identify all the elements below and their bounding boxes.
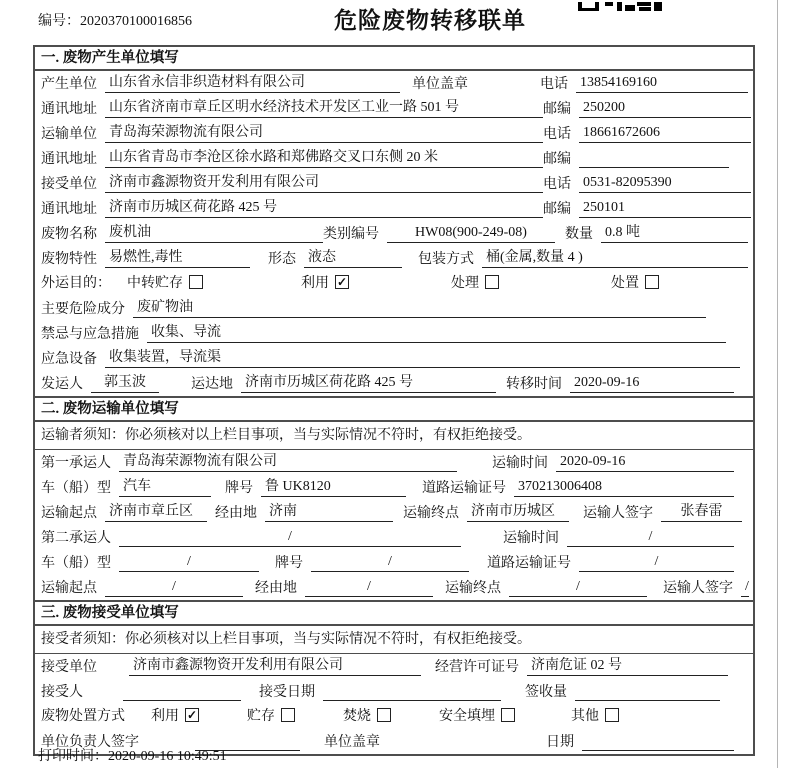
- responsible-signature-label: 单位负责人签字: [41, 735, 139, 750]
- receive-date-value: [323, 682, 501, 701]
- quantity-value: 0.8 吨: [601, 223, 748, 243]
- route-start-label: 运输起点: [41, 506, 97, 521]
- destination-label: 运达地: [191, 377, 233, 392]
- row-route-1: [35, 500, 753, 525]
- option-label: 中转贮存: [127, 276, 183, 291]
- transfer-date-label: 转移时间: [506, 377, 562, 392]
- plate-number-label: 牌号: [275, 556, 303, 571]
- phone-value: 0531-82095390: [579, 173, 751, 193]
- receiver-person-value: [123, 682, 241, 701]
- category-code-label: 类别编号: [323, 227, 379, 242]
- address-value: 济南市历城区荷花路 425 号: [105, 198, 543, 218]
- form-state-value: 液态: [304, 248, 402, 268]
- checkbox-icon: [189, 275, 203, 289]
- route-via-label: 经由地: [215, 506, 257, 521]
- option-label: 处理: [451, 276, 479, 291]
- checkbox-icon: [377, 708, 391, 722]
- row-receiver-address: [35, 196, 753, 221]
- page-title: 危险废物转移联单: [334, 8, 526, 33]
- route-end-value: /: [509, 577, 647, 597]
- transfer-purpose-label: 外运目的：: [41, 276, 111, 291]
- transport-date-label: 运输时间: [492, 456, 548, 471]
- option-label: 贮存: [247, 709, 275, 724]
- route-end-label: 运输终点: [445, 581, 501, 596]
- qr-code-icon: [578, 0, 662, 16]
- phone-label: 电话: [543, 127, 571, 142]
- carrier-signature-label: 运输人签字: [583, 506, 653, 521]
- row-vehicle-1: [35, 475, 753, 500]
- receiver-label: 接受单位: [41, 177, 97, 192]
- address-value: 山东省济南市章丘区明水经济技术开发区工业一路 501 号: [105, 98, 543, 118]
- row-hazard-components: [35, 296, 753, 321]
- destination-value: 济南市历城区荷花路 425 号: [241, 373, 496, 393]
- hazard-components-value: 废矿物油: [133, 298, 706, 318]
- checkbox-icon: [645, 275, 659, 289]
- vehicle-type-value: 汽车: [119, 477, 211, 497]
- vehicle-type-label: 车（船）型: [41, 481, 111, 496]
- route-start-label: 运输起点: [41, 581, 97, 596]
- row-transfer-purpose: [35, 271, 753, 296]
- checkbox-checked-icon: ✓: [186, 708, 198, 722]
- print-time-label: 打印时间：: [38, 749, 108, 764]
- receiving-unit-value: 济南市鑫源物资开发利用有限公司: [129, 656, 421, 676]
- option-label: 安全填埋: [439, 709, 495, 724]
- row-consignor: [35, 371, 753, 396]
- emergency-equipment-value: 收集装置，导流渠: [105, 348, 740, 368]
- carrier-signature-value: 张春雷: [661, 502, 742, 522]
- road-permit-label: 道路运输证号: [487, 556, 571, 571]
- zip-label: 邮编: [543, 152, 571, 167]
- section3-header: 三. 废物接受单位填写: [35, 600, 753, 626]
- disposal-option-landfill: [439, 705, 515, 725]
- date-label: 日期: [546, 735, 574, 750]
- category-code-value: HW08(900-249-08): [387, 223, 555, 243]
- license-number-label: 经营许可证号: [435, 660, 519, 675]
- row-emergency-measures: [35, 321, 753, 346]
- unit-seal-label: 单位盖章: [324, 735, 380, 750]
- row-transporter-address: [35, 146, 753, 171]
- row-receiving-unit: [35, 654, 753, 679]
- receiver-notice: 接受者须知：你必须核对以上栏目事项，当与实际情况不符时，有权拒绝接受。: [35, 626, 753, 654]
- address-value: 山东省青岛市李沧区徐水路和郑佛路交叉口东侧 20 米: [105, 148, 543, 168]
- purpose-option-storage: [127, 272, 203, 292]
- route-via-value: /: [305, 577, 433, 597]
- emergency-equipment-label: 应急设备: [41, 352, 97, 367]
- hazard-components-label: 主要危险成分: [41, 302, 125, 317]
- zip-value: 250200: [579, 98, 751, 118]
- route-end-value: 济南市历城区: [467, 502, 569, 522]
- checkbox-checked-icon: ✓: [336, 275, 348, 289]
- zip-value: [579, 149, 729, 168]
- route-end-label: 运输终点: [403, 506, 459, 521]
- print-time-value: 2020-09-16 10:49:51: [108, 749, 227, 764]
- waste-property-label: 废物特性: [41, 252, 97, 267]
- waste-name-value: 废机油: [105, 223, 323, 243]
- transporter-value: 青岛海荣源物流有限公司: [105, 123, 543, 143]
- packaging-value: 桶(金属,数量 4 ): [482, 248, 748, 268]
- consignor-label: 发运人: [41, 377, 83, 392]
- second-carrier-label: 第二承运人: [41, 531, 111, 546]
- route-via-label: 经由地: [255, 581, 297, 596]
- license-number-value: 济南危证 02 号: [527, 656, 728, 676]
- row-receiver-person: [35, 679, 753, 704]
- disposal-option-other: [571, 705, 619, 725]
- option-label: 利用: [151, 709, 179, 724]
- form-state-label: 形态: [268, 252, 296, 267]
- serial-label: 编号：: [38, 14, 80, 29]
- transfer-date-value: 2020-09-16: [570, 373, 734, 393]
- consignor-value: 郭玉波: [91, 373, 159, 393]
- checkbox-icon: [501, 708, 515, 722]
- row-vehicle-2: [35, 550, 753, 575]
- waste-name-label: 废物名称: [41, 227, 97, 242]
- route-start-value: /: [105, 577, 243, 597]
- disposal-method-label: 废物处置方式: [41, 709, 125, 724]
- plate-number-value: 鲁 UK8120: [261, 477, 406, 497]
- date-value: [582, 732, 734, 751]
- section1-header: 一. 废物产生单位填写: [35, 47, 753, 71]
- emergency-measures-label: 禁忌与应急措施: [41, 327, 139, 342]
- row-second-carrier: [35, 525, 753, 550]
- purpose-option-treat: [451, 272, 499, 292]
- disposal-option-storage: [247, 705, 295, 725]
- vehicle-type-label: 车（船）型: [41, 556, 111, 571]
- generator-label: 产生单位: [41, 77, 97, 92]
- row-first-carrier: [35, 450, 753, 475]
- row-disposal-method: [35, 704, 753, 729]
- purpose-option-utilize: [301, 272, 349, 292]
- quantity-label: 数量: [565, 227, 593, 242]
- zip-label: 邮编: [543, 202, 571, 217]
- zip-value: 250101: [579, 198, 751, 218]
- phone-label: 电话: [540, 77, 568, 92]
- receiver-person-label: 接受人: [41, 685, 83, 700]
- checkbox-icon: [605, 708, 619, 722]
- route-start-value: 济南市章丘区: [105, 502, 207, 522]
- disposal-option-incinerate: [343, 705, 391, 725]
- waste-property-value: 易燃性,毒性: [105, 248, 250, 268]
- row-generator: [35, 71, 753, 96]
- vehicle-type-value: /: [119, 552, 259, 572]
- disposal-option-utilize: [151, 705, 199, 725]
- section2-header: 二. 废物运输单位填写: [35, 396, 753, 422]
- receiver-value: 济南市鑫源物资开发利用有限公司: [105, 173, 543, 193]
- carrier-signature-value: /: [741, 577, 749, 597]
- emergency-measures-value: 收集、导流: [147, 323, 726, 343]
- received-quantity-value: [575, 682, 720, 701]
- packaging-label: 包装方式: [418, 252, 474, 267]
- option-label: 处置: [611, 276, 639, 291]
- row-receiver: [35, 171, 753, 196]
- row-route-2: [35, 575, 753, 600]
- transfer-form: [33, 45, 755, 756]
- received-quantity-label: 签收量: [525, 685, 567, 700]
- purpose-option-dispose: [611, 272, 659, 292]
- zip-label: 邮编: [543, 102, 571, 117]
- row-transporter: [35, 121, 753, 146]
- first-carrier-value: 青岛海荣源物流有限公司: [119, 452, 457, 472]
- option-label: 利用: [301, 276, 329, 291]
- row-generator-address: [35, 96, 753, 121]
- option-label: 焚烧: [343, 709, 371, 724]
- transport-date-label: 运输时间: [503, 531, 559, 546]
- transport-date-value: /: [567, 527, 734, 547]
- carrier-signature-label: 运输人签字: [663, 581, 733, 596]
- route-via-value: 济南: [265, 502, 393, 522]
- row-waste-property: [35, 246, 753, 271]
- transport-date-value: 2020-09-16: [556, 452, 734, 472]
- receiving-unit-label: 接受单位: [41, 660, 97, 675]
- address-label: 通讯地址: [41, 102, 97, 117]
- address-label: 通讯地址: [41, 152, 97, 167]
- checkbox-icon: [485, 275, 499, 289]
- option-label: 其他: [571, 709, 599, 724]
- print-time: [38, 745, 227, 765]
- checkbox-icon: [281, 708, 295, 722]
- road-permit-label: 道路运输证号: [422, 481, 506, 496]
- transporter-label: 运输单位: [41, 127, 97, 142]
- serial-value: 2020370100016856: [80, 14, 192, 29]
- generator-value: 山东省永信非织造材料有限公司: [105, 73, 400, 93]
- first-carrier-label: 第一承运人: [41, 456, 111, 471]
- transporter-notice: 运输者须知：你必须核对以上栏目事项，当与实际情况不符时，有权拒绝接受。: [35, 422, 753, 450]
- page-edge-divider: [777, 0, 778, 768]
- unit-seal-label: 单位盖章: [412, 77, 468, 92]
- road-permit-value: 370213006408: [514, 477, 734, 497]
- phone-label: 电话: [543, 177, 571, 192]
- receive-date-label: 接受日期: [259, 685, 315, 700]
- phone-value: 18661672606: [579, 123, 751, 143]
- address-label: 通讯地址: [41, 202, 97, 217]
- plate-number-value: /: [311, 552, 469, 572]
- row-waste-name: [35, 221, 753, 246]
- plate-number-label: 牌号: [225, 481, 253, 496]
- phone-value: 13854169160: [576, 73, 748, 93]
- second-carrier-value: /: [119, 527, 461, 547]
- row-emergency-equipment: [35, 346, 753, 371]
- road-permit-value: /: [579, 552, 734, 572]
